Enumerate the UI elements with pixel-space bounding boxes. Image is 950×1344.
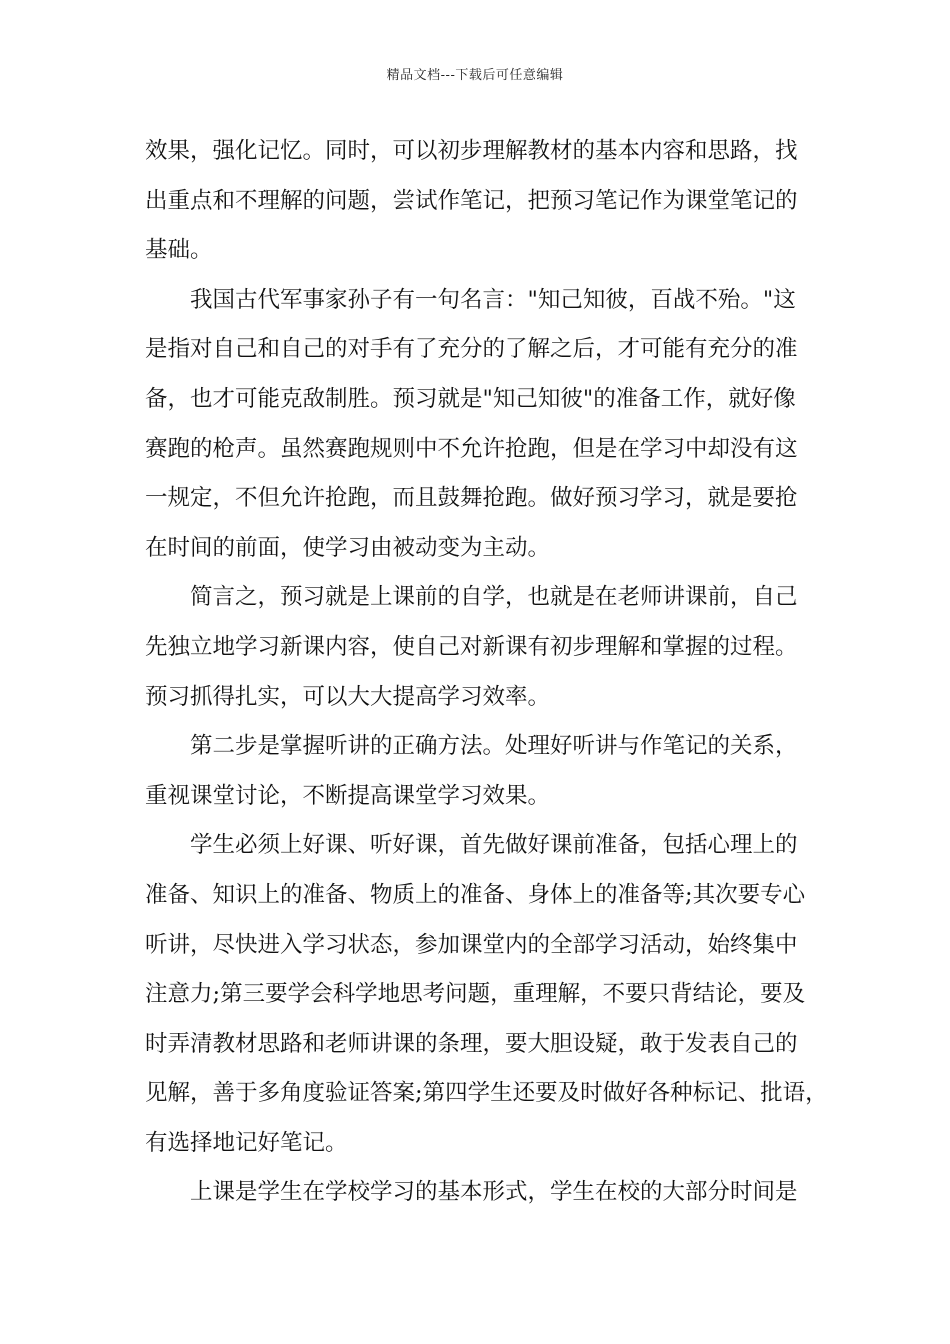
text-line: 准备、知识上的准备、物质上的准备、身体上的准备等;其次要专心 xyxy=(145,881,806,908)
text-line: 时弄清教材思路和老师讲课的条理，要大胆设疑，敢于发表自己的 xyxy=(145,1030,798,1057)
document-body xyxy=(145,127,828,1218)
text-line: 基础。 xyxy=(145,237,213,264)
text-line: 见解，善于多角度验证答案;第四学生还要及时做好各种标记、批语， xyxy=(145,1080,828,1107)
text-line: 备，也才可能克敌制胜。预习就是"知己知彼"的准备工作，就好像 xyxy=(145,385,796,412)
text-line: 上课是学生在学校学习的基本形式，学生在校的大部分时间是 xyxy=(145,1179,798,1206)
text-line: 一规定，不但允许抢跑，而且鼓舞抢跑。做好预习学习，就是要抢 xyxy=(145,485,798,512)
text-line: 有选择地记好笔记。 xyxy=(145,1129,348,1156)
text-line: 注意力;第三要学会科学地思考问题，重理解，不要只背结论，要及 xyxy=(145,981,806,1008)
text-line: 赛跑的枪声。虽然赛跑规则中不允许抢跑，但是在学习中却没有这 xyxy=(145,435,798,462)
text-line: 效果，强化记忆。同时，可以初步理解教材的基本内容和思路，找 xyxy=(145,138,798,164)
text-line: 出重点和不理解的问题，尝试作笔记，把预习笔记作为课堂笔记的 xyxy=(145,187,798,214)
text-line: 学生必须上好课、听好课，首先做好课前准备，包括心理上的 xyxy=(145,832,798,859)
page-header: 精品文档---下载后可任意编辑 xyxy=(386,68,564,83)
text-line: 第二步是掌握听讲的正确方法。处理好听讲与作笔记的关系， xyxy=(145,733,798,760)
text-line: 是指对自己和自己的对手有了充分的了解之后，才可能有充分的准 xyxy=(145,336,798,363)
text-line: 预习抓得扎实，可以大大提高学习效率。 xyxy=(145,683,551,710)
text-line: 我国古代军事家孙子有一句名言："知己知彼，百战不殆。"这 xyxy=(145,286,796,313)
text-line: 简言之，预习就是上课前的自学，也就是在老师讲课前，自己 xyxy=(145,584,798,611)
text-line: 先独立地学习新课内容，使自己对新课有初步理解和掌握的过程。 xyxy=(145,633,798,660)
text-line: 在时间的前面，使学习由被动变为主动。 xyxy=(145,534,551,561)
text-line: 听讲，尽快进入学习状态，参加课堂内的全部学习活动，始终集中 xyxy=(145,931,798,958)
text-line: 重视课堂讨论，不断提高课堂学习效果。 xyxy=(145,782,551,809)
